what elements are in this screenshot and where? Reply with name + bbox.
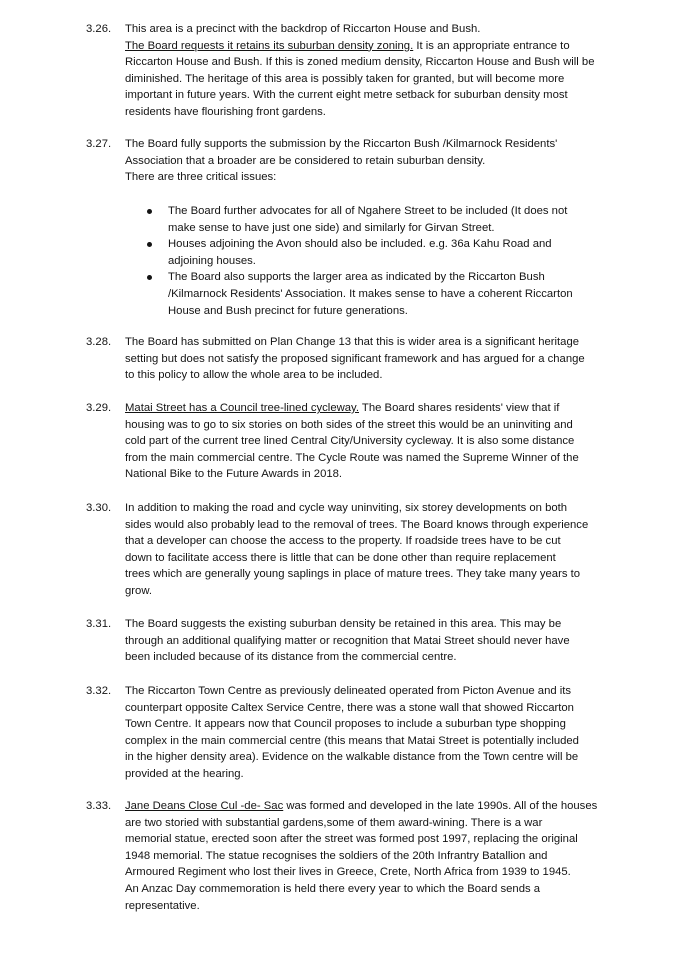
text-line <box>125 136 606 153</box>
text-line <box>125 400 606 417</box>
paragraph-number: 3.29. <box>86 402 112 414</box>
text-line <box>125 815 606 832</box>
paragraph-text <box>125 334 606 384</box>
text-line <box>125 700 606 717</box>
text-line <box>125 831 606 848</box>
paragraph-3-26 <box>86 21 606 121</box>
text-line <box>125 683 606 700</box>
text-line <box>125 71 606 88</box>
text-line <box>125 153 606 170</box>
text-run: In addition to making the road and cycle way uninviting, six storey developments on both <box>125 502 568 514</box>
text-line <box>125 466 606 483</box>
text-line <box>125 38 606 55</box>
text-line <box>125 87 606 104</box>
text-line <box>125 367 606 384</box>
text-line <box>125 716 606 733</box>
text-line <box>125 616 606 633</box>
text-run: from the main commercial centre. The Cycle Route was named the Supreme Winner of the <box>125 451 579 464</box>
text-line: House and Bush precinct for future generations. <box>168 304 408 317</box>
text-run: was formed and developed in the late 1990s. All of the houses <box>283 800 598 812</box>
bullet-list <box>145 203 585 319</box>
text-run: There are three critical issues: <box>125 171 277 184</box>
text-line: make sense to have just one side) and similarly for Girvan Street. <box>168 221 495 234</box>
text-line <box>125 433 606 450</box>
text-run: complex in the main commercial centre (this means that Matai Street is potentially included <box>125 734 579 747</box>
paragraph-text <box>125 616 606 666</box>
text-line <box>125 21 606 38</box>
text-run: diminished. The heritage of this area is possibly taken for granted, but will become more <box>125 72 565 85</box>
text-run: down to facilitate access there is little that can be done other than require replacement <box>125 551 556 564</box>
text-line <box>125 798 606 815</box>
paragraph-text <box>125 500 606 600</box>
text-run: important in future years. With the current eight metre setback for suburban density most <box>125 89 568 102</box>
text-line <box>125 583 606 600</box>
text-line <box>125 351 606 368</box>
paragraph-text <box>125 798 606 914</box>
paragraph-3-29 <box>86 400 606 483</box>
text-line <box>125 104 606 121</box>
underlined-heading-text: The Board requests it retains its suburban density zoning. <box>125 39 414 52</box>
underlined-heading-text: Matai Street has a Council tree-lined cycleway. <box>125 402 359 414</box>
text-line: The Board further advocates for all of Ngahere Street to be included (It does not <box>168 205 568 217</box>
text-run: housing was to go to six stories on both sides of the street this would be an uninviting and <box>125 418 573 431</box>
text-line <box>125 450 606 467</box>
text-run: Armoured Regiment who lost their lives in Greece, Crete, North Africa from 1939 to 1945. <box>125 866 571 879</box>
text-line <box>125 417 606 434</box>
text-run: Town Centre. It appears now that Council proposes to include a suburban type shopping <box>125 718 566 731</box>
text-line <box>125 733 606 750</box>
text-run: The Riccarton Town Centre as previously delineated operated from Picton Avenue and its <box>125 685 572 697</box>
paragraph-3-27 <box>86 136 606 186</box>
text-run: This area is a precinct with the backdrop of Riccarton House and Bush. <box>125 23 481 35</box>
underlined-heading-text: Jane Deans Close Cul -de- Sac <box>125 800 284 812</box>
text-line: Houses adjoining the Avon should also be included. e.g. 36a Kahu Road and <box>168 238 552 251</box>
bullet-item <box>145 203 585 236</box>
bullet-icon <box>147 242 152 247</box>
text-run: cold part of the current tree lined Central City/University cycleway. It is also some distance <box>125 435 575 448</box>
text-run: An Anzac Day commemoration is held there every year to which the Board sends a <box>125 882 541 895</box>
text-line <box>125 334 606 351</box>
paragraph-text <box>125 21 606 121</box>
paragraph-number: 3.31. <box>86 618 112 630</box>
text-run: The Board fully supports the submission by the Riccarton Bush /Kilmarnock Residents' <box>125 138 558 150</box>
text-line <box>125 749 606 766</box>
text-run: 1948 memorial. The statue recognises the soldiers of the 20th Infrantry Batallion and <box>125 849 548 862</box>
text-line <box>125 500 606 517</box>
paragraph-text <box>125 683 606 783</box>
text-line: adjoining houses. <box>168 254 256 267</box>
text-line <box>125 649 606 666</box>
text-run: are two storied with substantial gardens,some of them award-wining. There is a war <box>125 816 543 829</box>
bullet-icon <box>147 209 152 214</box>
text-line <box>125 517 606 534</box>
paragraph-number: 3.33. <box>86 800 112 812</box>
paragraph-3-31 <box>86 616 606 666</box>
text-run: The Board suggests the existing suburban density be retained in this area. This may be <box>125 618 562 630</box>
text-run: to this policy to allow the whole area to be included. <box>125 369 383 382</box>
paragraph-text <box>125 136 606 186</box>
paragraph-3-28 <box>86 334 606 384</box>
text-run: that a developer can choose the access to the property. If roadside trees have to be cut <box>125 535 561 548</box>
paragraph-3-32 <box>86 683 606 783</box>
text-run: setting but does not satisfy the proposed significant framework and has argued for a change <box>125 352 585 365</box>
paragraph-3-30 <box>86 500 606 600</box>
text-run: It is an appropriate entrance to <box>413 39 570 52</box>
text-line <box>125 550 606 567</box>
paragraph-number: 3.27. <box>86 138 112 150</box>
text-line <box>125 533 606 550</box>
text-line <box>125 633 606 650</box>
text-line: /Kilmarnock Residents' Association. It makes sense to have a coherent Riccarton <box>168 287 573 300</box>
text-run: trees which are generally young saplings in place of mature trees. They take many years to <box>125 568 581 581</box>
text-run: Riccarton House and Bush. If this is zoned medium density, Riccarton House and Bush will be <box>125 56 595 69</box>
paragraph-number: 3.28. <box>86 336 112 348</box>
text-run: memorial statue, erected soon after the street was formed post 1997, replacing the original <box>125 833 578 846</box>
text-run: counterpart opposite Caltex Service Centre, there was a stone wall that showed Riccarton <box>125 701 574 714</box>
text-run: Association that a broader are be considered to retain suburban density. <box>125 154 486 167</box>
paragraph-number: 3.26. <box>86 23 112 35</box>
text-run: sides would also probably lead to the removal of trees. The Board knows through experience <box>125 518 589 531</box>
text-line <box>125 864 606 881</box>
paragraph-number: 3.32. <box>86 685 112 697</box>
text-run: residents have flourishing front gardens. <box>125 105 326 118</box>
text-line <box>125 566 606 583</box>
text-line <box>125 766 606 783</box>
text-line <box>125 169 606 186</box>
paragraph-3-33 <box>86 798 606 914</box>
bullet-icon <box>147 275 152 280</box>
bullet-item <box>145 269 585 319</box>
text-run: The Board has submitted on Plan Change 13 that this is wider area is a significant heritage <box>125 336 580 348</box>
text-line <box>125 848 606 865</box>
text-run: been included because of its distance from the commercial centre. <box>125 651 457 664</box>
bullet-item <box>145 236 585 269</box>
paragraph-text <box>125 400 606 483</box>
text-line <box>125 898 606 915</box>
text-run: grow. <box>125 584 153 597</box>
text-run: representative. <box>125 899 200 912</box>
text-run: National Bike to the Future Awards in 2018. <box>125 468 343 481</box>
text-line: The Board also supports the larger area as indicated by the Riccarton Bush <box>168 271 545 284</box>
text-run: provided at the hearing. <box>125 767 244 780</box>
paragraph-number: 3.30. <box>86 502 112 514</box>
text-run: in the higher density area). Evidence on the walkable distance from the Town centre will be <box>125 751 579 764</box>
text-line <box>125 54 606 71</box>
text-line <box>125 881 606 898</box>
text-run: through an additional qualifying matter or recognition that Matai Street should never have <box>125 634 570 647</box>
text-run: The Board shares residents' view that if <box>359 402 560 414</box>
